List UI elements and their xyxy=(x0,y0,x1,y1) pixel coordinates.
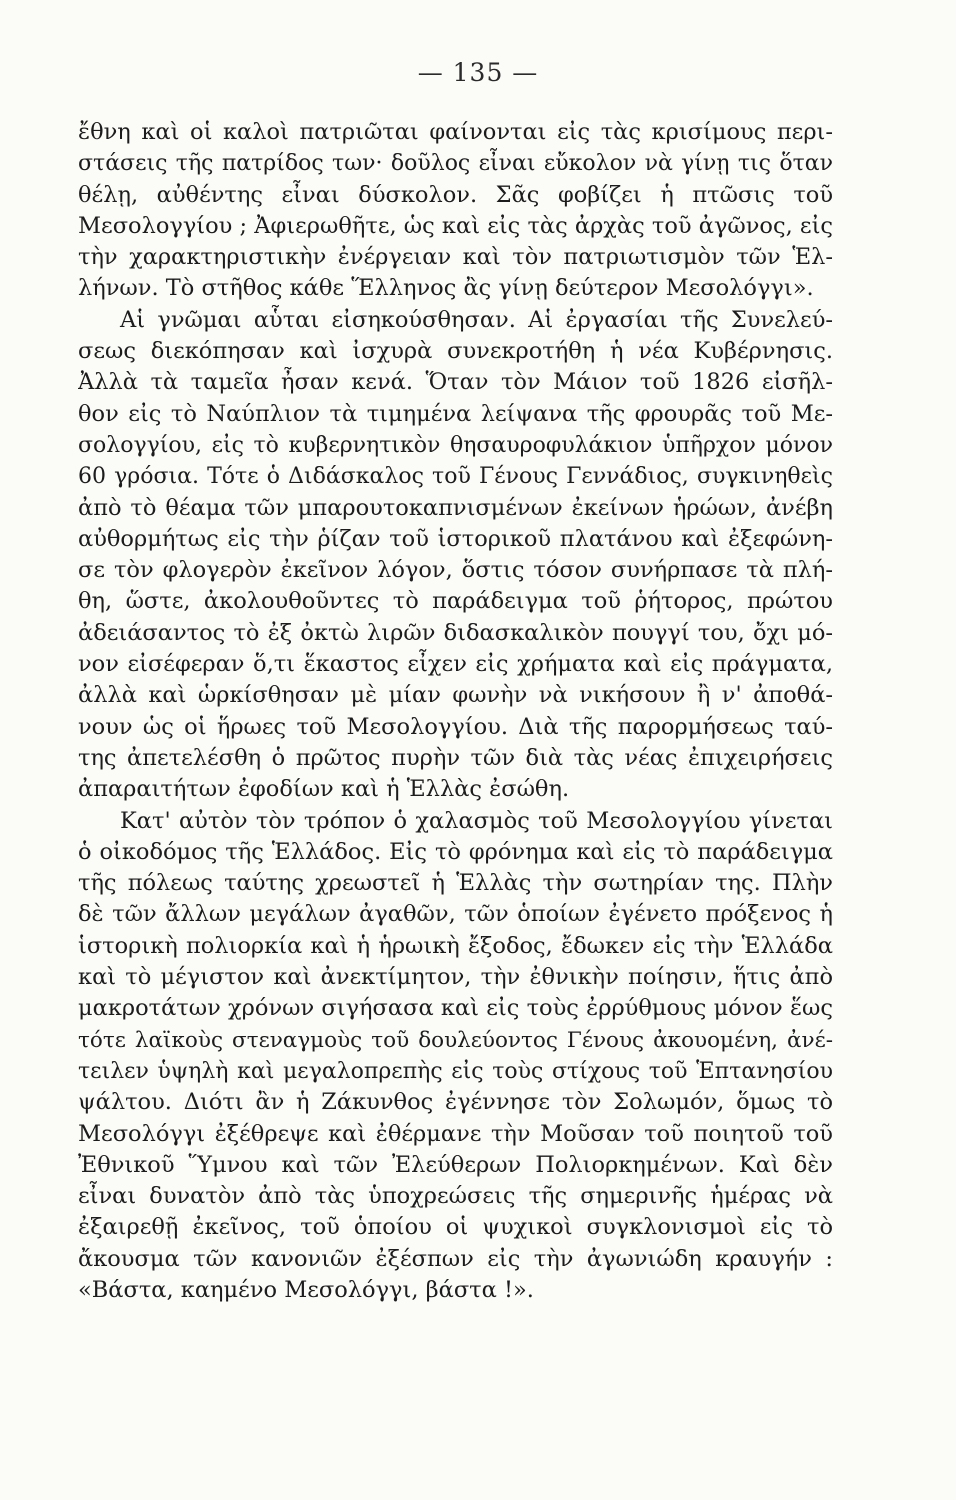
text-line: μακροτάτων χρόνων σιγήσασα καὶ εἰς τοὺς ἐρρύθμους μόνον ἕως xyxy=(78,995,833,1022)
text-line: ψάλτου. Διότι ἂν ἡ Ζάκυνθος ἐγέννησε τὸν Σολωμόν, ὅμως τὸ xyxy=(78,1089,833,1116)
text-line: «Βάστα, καημένο Μεσολόγγι, βάστα !». xyxy=(78,1276,534,1303)
text-line: ἱστορικὴ πολιορκία καὶ ἡ ἡρωικὴ ἔξοδος, ἔδωκεν εἰς τὴν Ἑλλάδα xyxy=(78,932,833,959)
text-line: θον εἰς τὸ Ναύπλιον τὰ τιμημένα λείψανα τῆς φρουρᾶς τοῦ Με- xyxy=(78,400,833,427)
text-line: αὐθορμήτως εἰς τὴν ῥίζαν τοῦ ἱστορικοῦ πλατάνου καὶ ἐξεφώνη- xyxy=(78,525,833,552)
text-line: ἀπὸ τὸ θέαμα τῶν μπαρουτοκαπνισμένων ἐκείνων ἡρώων, ἀνέβη xyxy=(78,494,833,521)
text-line: Ἀλλὰ τὰ ταμεῖα ἦσαν κενά. Ὅταν τὸν Μάιον τοῦ 1826 εἰσῆλ- xyxy=(78,369,833,396)
text-line: ἄκουσμα τῶν κανονιῶν ἐξέσπων εἰς τὴν ἀγωνιώδη κραυγήν : xyxy=(78,1245,833,1272)
text-line: ἀπαραιτήτων ἐφοδίων καὶ ἡ Ἑλλὰς ἐσώθη. xyxy=(78,776,570,803)
text-line: σεως διεκόπησαν καὶ ἰσχυρὰ συνεκροτήθη ἡ νέα Κυβέρνησις. xyxy=(78,338,833,365)
text-line: ὁ οἰκοδόμος τῆς Ἑλλάδος. Εἰς τὸ φρόνημα καὶ εἰς τὸ παράδειγμα xyxy=(78,838,833,865)
text-line: Κατ' αὐτὸν τὸν τρόπον ὁ χαλασμὸς τοῦ Μεσολογγίου γίνεται xyxy=(120,807,833,834)
text-line: δὲ τῶν ἄλλων μεγάλων ἀγαθῶν, τῶν ὁποίων ἐγένετο πρόξενος ἡ xyxy=(78,901,833,928)
text-line: νουν ὡς οἱ ἥρωες τοῦ Μεσολογγίου. Διὰ τῆς παρορμήσεως ταύ- xyxy=(78,713,833,740)
text-line: τότε λαϊκοὺς στεναγμοὺς τοῦ δουλεύοντος Γένους ἀκουομένη, ἀνέ- xyxy=(78,1027,833,1053)
text-line: 60 γρόσια. Τότε ὁ Διδάσκαλος τοῦ Γένους Γεννάδιος, συγκινηθεὶς xyxy=(78,464,833,490)
text-line: σολογγίου, εἰς τὸ κυβερνητικὸν θησαυροφυλάκιον ὑπῆρχον μόνον xyxy=(78,432,833,458)
text-line: ἀδειάσαντος τὸ ἐξ ὀκτὼ λιρῶν διδασκαλικὸν πουγγί του, ὄχι μό- xyxy=(78,619,833,646)
text-line: της ἀπετελέσθη ὁ πρῶτος πυρὴν τῶν διὰ τὰς νέας ἐπιχειρήσεις xyxy=(78,744,833,771)
text-line: καὶ τὸ μέγιστον καὶ ἀνεκτίμητον, τὴν ἐθνικὴν ποίησιν, ἥτις ἀπὸ xyxy=(78,964,833,991)
body-text xyxy=(78,117,833,1306)
text-line: τὴν χαρακτηριστικὴν ἐνέργειαν καὶ τὸν πατριωτισμὸν τῶν Ἑλ- xyxy=(78,244,833,271)
text-line: θέλῃ, αὐθέντης εἶναι δύσκολον. Σᾶς φοβίζει ἡ πτῶσις τοῦ xyxy=(78,181,833,208)
text-line: ἔθνη καὶ οἱ καλοὶ πατριῶται φαίνονται εἰς τὰς κρισίμους περι- xyxy=(78,119,833,145)
text-line: σε τὸν φλογερὸν ἐκεῖνον λόγον, ὅστις τόσον συνήρπασε τὰ πλή- xyxy=(78,557,833,584)
text-line: τῆς πόλεως ταύτης χρεωστεῖ ἡ Ἑλλὰς τὴν σωτηρίαν της. Πλὴν xyxy=(78,870,833,897)
text-line: Αἱ γνῶμαι αὗται εἰσηκούσθησαν. Αἱ ἐργασίαι τῆς Συνελεύ- xyxy=(120,306,833,333)
text-line: Μεσολόγγι ἐξέθρεψε καὶ ἐθέρμανε τὴν Μοῦσαν τοῦ ποιητοῦ τοῦ xyxy=(78,1120,833,1147)
text-line: τειλεν ὑψηλὴ καὶ μεγαλοπρεπὴς εἰς τοὺς στίχους τοῦ Ἑπτανησίου xyxy=(78,1058,833,1084)
text-line: Ἐθνικοῦ Ὕμνου καὶ τῶν Ἐλεύθερων Πολιορκημένων. Καὶ δὲν xyxy=(78,1151,833,1178)
text-line: λήνων. Τὸ στῆθος κάθε Ἕλληνος ἂς γίνῃ δεύτερον Μεσολόγγι». xyxy=(78,275,814,302)
text-line: Μεσολογγίου ; Ἀφιερωθῆτε, ὡς καὶ εἰς τὰς ἀρχὰς τοῦ ἀγῶνος, εἰς xyxy=(78,212,833,239)
text-line: νον εἰσέφεραν ὅ,τι ἕκαστος εἶχεν εἰς χρήματα καὶ εἰς πράγματα, xyxy=(78,651,833,678)
page-number: — 135 — xyxy=(417,58,539,87)
text-line: στάσεις τῆς πατρίδος των· δοῦλος εἶναι εὔκολον νὰ γίνῃ τις ὅταν xyxy=(78,151,833,177)
text-line: ἀλλὰ καὶ ὡρκίσθησαν μὲ μίαν φωνὴν νὰ νικήσουν ἢ ν' ἀποθά- xyxy=(78,682,833,709)
text-line: εἶναι δυνατὸν ἀπὸ τὰς ὑποχρεώσεις τῆς σημερινῆς ἡμέρας νὰ xyxy=(78,1183,833,1210)
text-line: θη, ὥστε, ἀκολουθοῦντες τὸ παράδειγμα τοῦ ῥήτορος, πρώτου xyxy=(78,588,833,615)
text-line: ἐξαιρεθῇ ἐκεῖνος, τοῦ ὁποίου οἱ ψυχικοὶ συγκλονισμοὶ εἰς τὸ xyxy=(78,1214,833,1241)
